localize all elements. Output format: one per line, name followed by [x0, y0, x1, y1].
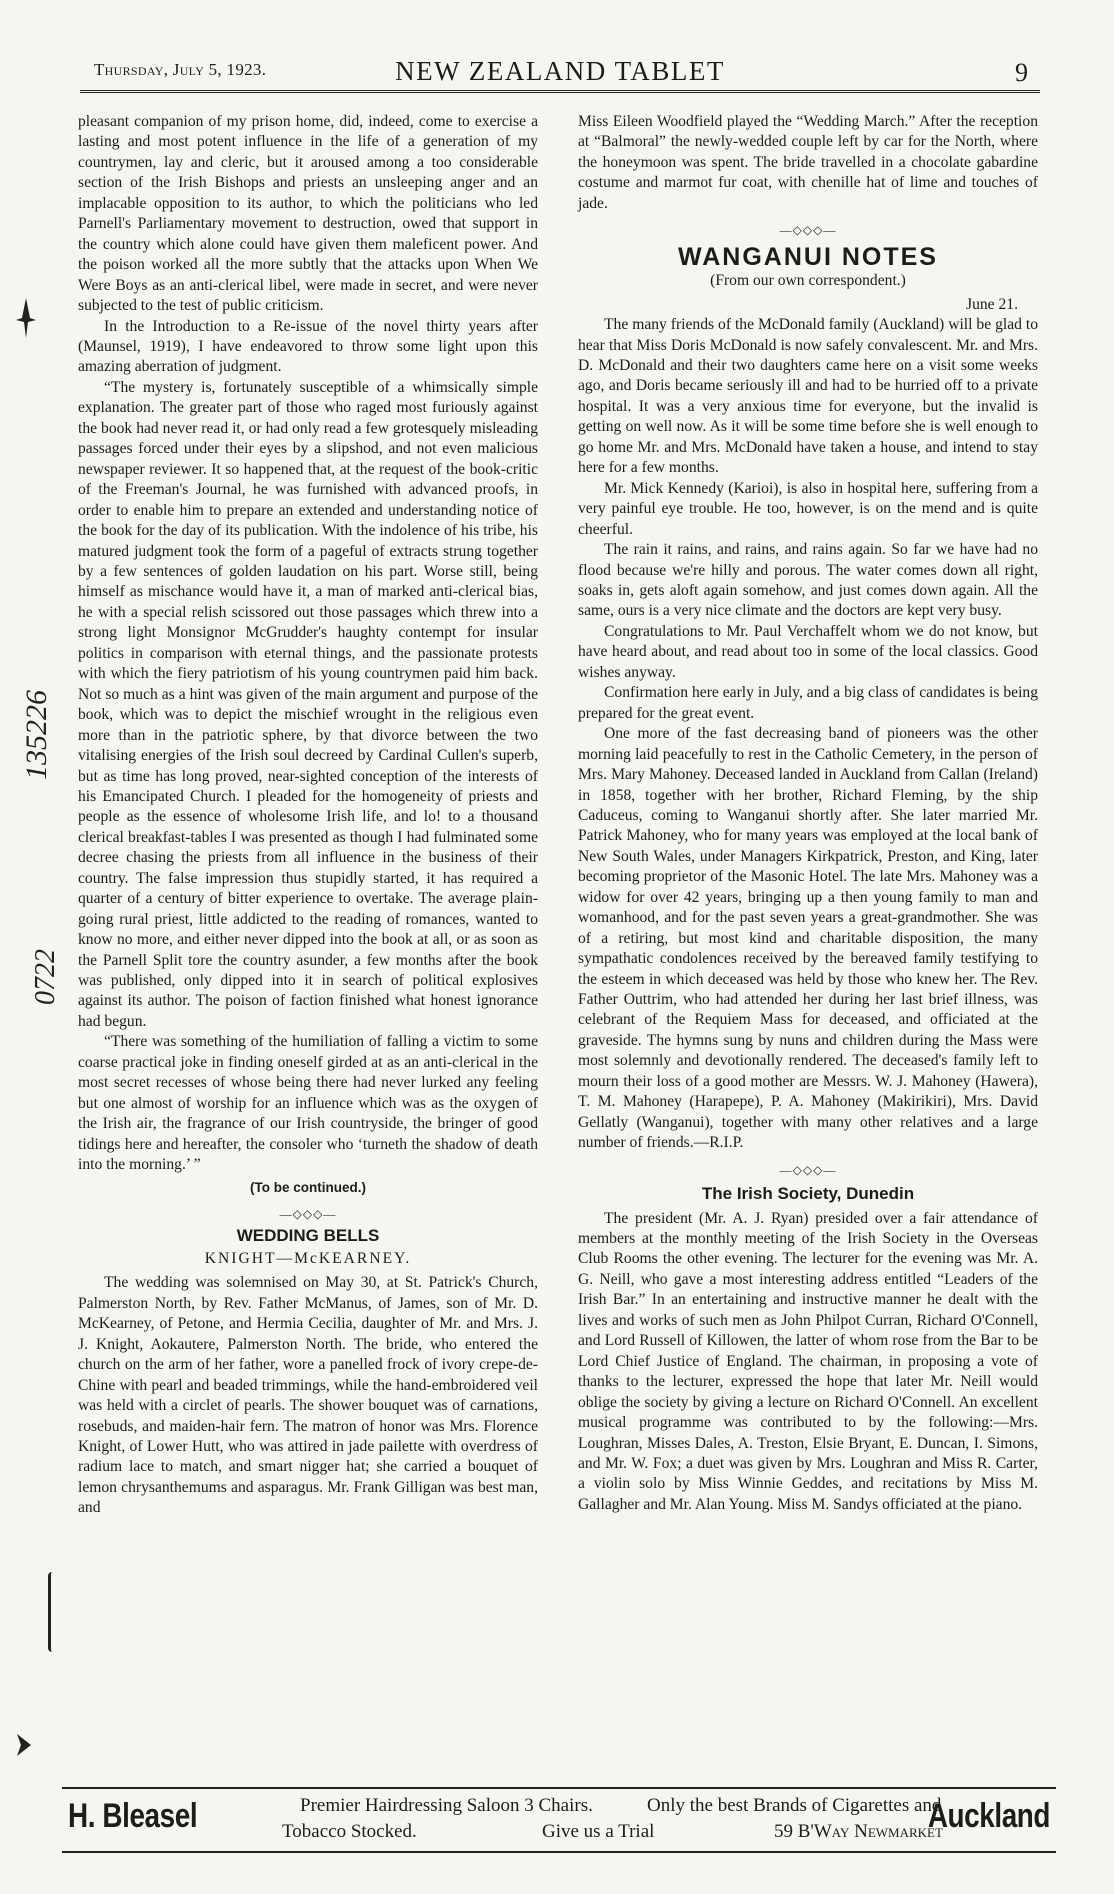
continued-note: (To be continued.) [250, 1179, 366, 1195]
wedding-heading: WEDDING BELLS [236, 1226, 380, 1246]
advert-city: Auckland [927, 1797, 1050, 1835]
right-column [578, 112, 1038, 1515]
wedding-subheading: KNIGHT—McKEARNEY. [204, 1249, 412, 1267]
wanganui-paragraph: The many friends of the McDonald family (Auckland) will be glad to hear that Miss Doris McDonald is now safely convalescent. Mr. and Mrs. D. McDonald and their two daughters came here on a visit some weeks ago, and Doris became seriously ill and had to be hurried off to a private hospital. It was a very anxious time for everyone, but the invalid is getting on well now. As it will be some time before she is well enough to go home Mr. and Mrs. McDonald have taken a house, and intend to stay here for a few months. [578, 316, 1038, 477]
article-paragraph: pleasant companion of my prison home, did, indeed, come to exercise a lasting and most potent influence in the life of a generation of my countrymen, lay and cleric, but it aroused among a too considerable section of the Irish Bishops and priests an unsleeping anger and an implacable opposition to its author, to which the politicians who led Parnell's Parliamentary movement to destruction, owed that support in the country which alone could have given them maleficent power. And the poison worked all the more subtly that the attacks upon When We Were Boys as an anti-clerical libel, were made in secret, and were never subjected to the test of public criticism. [78, 113, 538, 315]
section-divider: —◇◇◇— [779, 1162, 837, 1177]
advert-line: Premier Hairdressing Saloon 3 Chairs. [300, 1795, 593, 1816]
margin-pointer-icon [14, 1732, 34, 1758]
page-header [80, 56, 1040, 93]
advert-line: Give us a Trial [542, 1821, 655, 1842]
section-divider: —◇◇◇— [279, 1207, 337, 1222]
article-paragraph: “The mystery is, fortunately susceptible of a whimsically simple explanation. The greater part of those who raged most furiously against the book had never read it, or had only read a few grotesquely misleading passages forced under their eyes by a slipshod, and not even malicious newspaper reviewer. It so happened that, at the request of the book-critic of the Freeman's Journal, he was furnished with advanced proofs, in order to enable him to prepare an extended and understanding notice of the book for the day of its publication. With the indolence of his tribe, his matured judgment took the form of a pageful of extracts strung together by a few sentences of golden laudation on his part. Worse still, being himself as mischance would have it, a man of marked anti-clerical bias, he with a special relish scissored out those passages which threw into a strong light Monsignor McGrudder's haughty contempt for insular politics in comparison with eternal things, and the passionate protests with which the fiery patriotism of his young countrymen paid him back. Not so much as a hint was given of the main argument and purpose of the book, which was to depict the mischief wrought in the religious even more than in the patriotic sphere, by that divorce between the two vitalising energies of the Irish soul decreed by Cardinal Cullen's superb, but as time has long proved, near-sighted conception of the interests of his Emancipated Church. I pleaded for the homogeneity of priests and people as the essence of wholesome Irish life, and lo! to a thousand clerical breakfast-tables I was presented as though I had fulminated some decree chasing the priests from all influence in the business of their country. The false impression thus stupidly started, it has required a quarter of a century of bitter experience to overtake. The average plain-going rural priest, little addicted to the reading of romances, wanted to know no more, and either never dipped into the book at all, or as soon as the Parnell Split tore the country asunder, a few months after the book was published, only dipped into it in search of political explosives against its author. The poison of faction finished what honest ignorance had begun. [78, 378, 538, 1030]
wanganui-heading: WANGANUI NOTES [678, 242, 938, 271]
advertisement-banner [62, 1787, 1056, 1853]
advert-line: Tobacco Stocked. [282, 1821, 417, 1842]
wedding-paragraph: The wedding was solemnised on May 30, at St. Patrick's Church, Palmerston North, by Rev. Father McManus, of James, son of Mr. D. McKearney, of Petone, and Hermia Cecilia, daughter of Mr. and Mrs. J. J. Knight, Aokautere, Palmerston North. The bride, who entered the church on the arm of her father, wore a panelled frock of ivory crepe-de-Chine with pearl and beaded trimmings, while the hand-embroidered veil was held with a circlet of pearls. The shower bouquet was of carnations, rosebuds, and maiden-hair fern. The matron of honor was Mrs. Florence Knight, of Lower Hutt, who was attired in jade pailette with overdress of radium lace to match, and smart nigger hat; she carried a bouquet of lemon chrysanthemums and asparagus. Mr. Frank Gilligan was best man, and [78, 1274, 538, 1517]
irish-society-heading: The Irish Society, Dunedin [701, 1184, 915, 1204]
issue-date: Thursday, July 5, 1923. [94, 60, 267, 79]
masthead-title: NEW ZEALAND TABLET [395, 56, 725, 86]
wedding-continued-paragraph: Miss Eileen Woodfield played the “Wedding March.” After the reception at “Balmoral” the newly-wedded couple left by car for the North, where the honeymoon was spent. The bride travelled in a chocolate gabardine costume and marmot fur coat, with chenille hat of lime and touches of jade. [578, 113, 1038, 212]
article-paragraph: In the Introduction to a Re-issue of the novel thirty years after (Maunsel, 1919), I have endeavored to throw some light upon this amazing aberration of judgment. [78, 317, 538, 376]
page-number: 9 [1015, 58, 1028, 87]
correspondent-line: (From our own correspondent.) [710, 272, 906, 290]
wanganui-paragraph: Congratulations to Mr. Paul Verchaffelt whom we do not know, but have heard about, and read about too in some of the local classics. Good wishes anyway. [578, 622, 1038, 681]
wanganui-paragraph: Confirmation here early in July, and a big class of candidates is being prepared for the great event. [578, 684, 1038, 722]
advert-address: 59 B'Way Newmarket [774, 1821, 943, 1842]
handwritten-margin-number: 135226 [20, 690, 53, 780]
advert-line: Only the best Brands of Cigarettes and [647, 1795, 942, 1816]
margin-arrow-icon [14, 296, 38, 340]
wanganui-paragraph: Mr. Mick Kennedy (Karioi), is also in hospital here, suffering from a very painful eye trouble. He too, however, is on the mend and is quite cheerful. [578, 479, 1038, 538]
dateline: June 21. [966, 295, 1018, 313]
irish-society-paragraph: The president (Mr. A. J. Ryan) presided over a fair attendance of members at the monthly meeting of the Irish Society in the Overseas Club Rooms the other evening. The lecturer for the evening was Mr. A. G. Neill, who gave a most interesting address entitled “Leaders of the Irish Bar.” In an entertaining and instructive manner he dealt with the lives and works of such men as John Philpot Curran, Richard O'Connell, and Lord Russell of Killowen, the latter of whom rose from the Bar to be Lord Chief Justice of England. The chairman, in proposing a vote of thanks to the lecturer, expressed the hope that later Mr. Neill would oblige the society by giving a lecture on Richard O'Connell. An excellent musical programme was contributed to by the following:—Mrs. Loughran, Misses Dales, A. Treston, Elsie Bryant, E. Duncan, I. Simons, and Mr. W. Fox; a duet was given by Mrs. Loughran and Miss R. Carter, a violin solo by Miss Winnie Geddes, and recitations by Miss M. Gallagher and Mr. Alan Young. Miss M. Sandys officiated at the piano. [578, 1209, 1038, 1513]
wanganui-paragraph: One more of the fast decreasing band of pioneers was the other morning laid peacefully to rest in the Catholic Cemetery, in the person of Mrs. Mary Mahoney. Deceased landed in Auckland from Callan (Ireland) in 1858, together with her brother, Richard Fleming, by the ship Caduceus, coming to Wanganui shortly after. She later married Mr. Patrick Mahoney, who for many years was employed at the local bank of New South Wales, under Managers Kirkpatrick, Preston, and King, later becoming proprietor of the Masonic Hotel. The late Mrs. Mahoney was a widow for over 42 years, bringing up a then young family to man and womanhood, and for the past seven years a great-grandmother. She was of a retiring, but most kind and charitable disposition, the many sympathatic condolences received by the bereaved family testifying to the esteem in which deceased was held by those who knew her. The Rev. Father Outtrim, who had attended her during her last brief illness, was celebrant of the Requiem Mass for deceased, and officiated at the graveside. The hymns sung by nuns and children during the Mass were most solemnly and devotionally rendered. The deceased's family left to mourn their loss of a good mother are Messrs. W. J. Mahoney (Hawera), T. M. Mahoney (Harapepe), P. A. Mahoney (Makirikiri), Mrs. David Gellatly (Wanganui), together with many other relatives and a large number of friends.—R.I.P. [578, 725, 1038, 1152]
article-paragraph: “There was something of the humiliation of falling a victim to some coarse practical joke in finding oneself girded at as an anti-clerical in the most secret recesses of whose being there had never lurked any feeling but one almost of worship for an influence which was as the oxygen of the Irish air, the fragrance of our Irish countryside, the bringer of good tidings here and hereafter, the consoler who ‘turneth the shadow of death into the morning.’ ” [78, 1033, 538, 1174]
margin-bracket-mark [48, 1572, 61, 1652]
handwritten-margin-number: 0722 [30, 949, 61, 1005]
left-column [78, 112, 538, 1519]
wanganui-paragraph: The rain it rains, and rains, and rains again. So far we have had no flood because we're hilly and porous. The water comes down all right, soaks in, gets aloft again somehow, and just comes down again. All the same, ours is a very nice climate and the doctors are kept very busy. [578, 541, 1038, 620]
advert-business-name: H. Bleasel [68, 1797, 198, 1835]
section-divider: —◇◇◇— [779, 223, 837, 238]
